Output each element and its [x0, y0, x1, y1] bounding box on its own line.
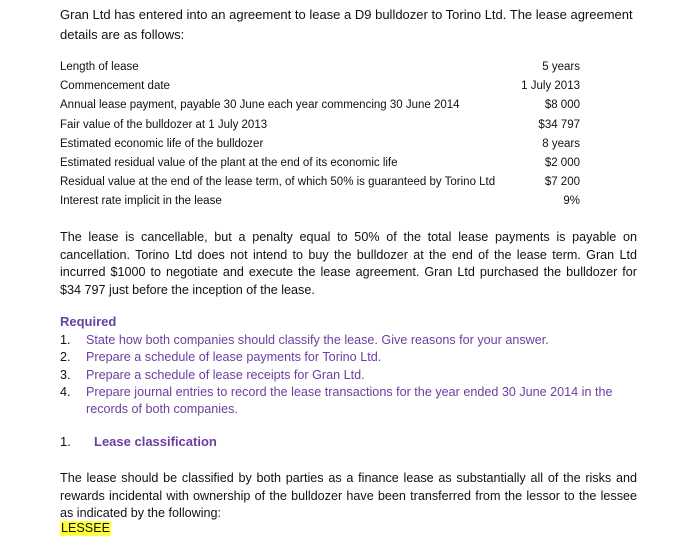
term-value: $2 000 [544, 156, 580, 169]
term-label: Commencement date [60, 80, 170, 93]
term-row [60, 77, 580, 96]
list-number: 3. [60, 367, 71, 382]
intro-paragraph: Gran Ltd has entered into an agreement to lease a D9 bulldozer to Torino Ltd. The lease agreement details are as follows: [60, 7, 633, 42]
list-text: Prepare journal entries to record the lease transactions for the year ended 30 June 2014 in the records of both companies. [86, 384, 613, 417]
section-heading [60, 434, 217, 449]
term-label: Annual lease payment, payable 30 June each year commencing 30 June 2014 [60, 99, 460, 112]
section-title: Lease classification [94, 434, 217, 449]
term-value: $8 000 [544, 99, 580, 112]
required-list [60, 332, 640, 418]
list-text: Prepare a schedule of lease receipts for Gran Ltd. [86, 367, 365, 382]
list-number: 1. [60, 333, 71, 347]
list-item [60, 332, 640, 349]
term-label: Residual value at the end of the lease term, of which 50% is guaranteed by Torino Ltd [60, 176, 496, 189]
list-text: Prepare a schedule of lease payments for Torino Ltd. [86, 350, 382, 365]
term-label: Interest rate implicit in the lease [60, 195, 222, 208]
term-value: $7 200 [544, 176, 580, 189]
list-text: State how both companies should classify the lease. Give reasons for your answer. [86, 333, 549, 347]
required-heading: Required [60, 314, 117, 329]
term-row [60, 135, 580, 154]
term-row [60, 192, 580, 211]
term-value: $34 797 [538, 118, 580, 131]
term-value: 1 July 2013 [521, 80, 580, 93]
term-label: Length of lease [60, 61, 139, 73]
term-row [60, 96, 580, 115]
list-number: 2. [60, 350, 71, 365]
term-value: 9% [563, 195, 580, 208]
term-row [60, 58, 580, 77]
list-item [60, 349, 640, 366]
cancellation-paragraph: The lease is cancellable, but a penalty equal to 50% of the total lease payments is payable on cancellation. Torino Ltd does not intend to buy the bulldozer at the end of the lease term. Gran Ltd incurred $1000 to negotiate and execute the lease agreement. Gran Ltd purchased the bulldozer for $34 797 just before the inception of the lease. [60, 230, 637, 297]
section-number: 1. [60, 434, 71, 449]
list-number: 4. [60, 384, 71, 399]
term-label: Fair value of the bulldozer at 1 July 2013 [60, 118, 268, 131]
term-label: Estimated economic life of the bulldozer [60, 137, 264, 150]
term-label: Estimated residual value of the plant at the end of its economic life [60, 156, 398, 169]
term-row [60, 173, 580, 192]
term-value: 8 years [542, 137, 580, 150]
lessee-highlight: LESSEE [61, 521, 111, 535]
list-item [60, 384, 640, 419]
term-row [60, 116, 580, 135]
term-value: 5 years [542, 61, 580, 73]
term-row [60, 154, 580, 173]
classification-paragraph: The lease should be classified by both parties as a finance lease as substantially all of the risks and rewards incidental with ownership of the bulldozer have been transferred from the lessor to the lessee as indicated by the following: [60, 471, 637, 520]
lease-terms-table [60, 58, 580, 212]
list-item [60, 367, 640, 384]
